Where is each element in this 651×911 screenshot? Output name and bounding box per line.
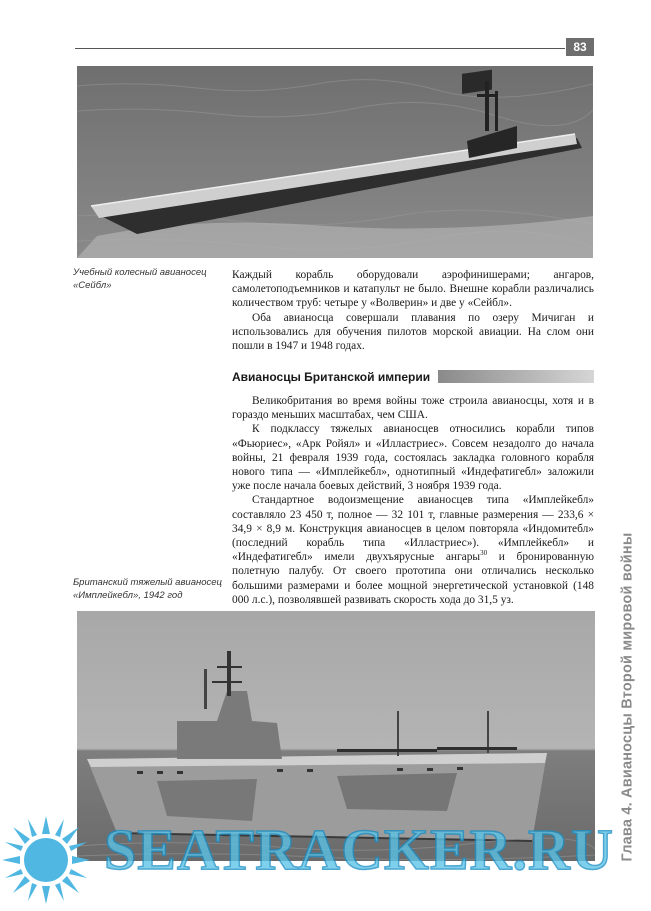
caption-photo2-line2: «Имплейкебл», 1942 год xyxy=(73,590,183,601)
paragraph-britain-intro: Великобритания во время войны тоже строила авианосцы, хотя и в гораздо меньших масштабах, чем США. xyxy=(232,395,594,422)
text-column-top xyxy=(232,268,594,353)
photo-sable-carrier xyxy=(77,66,593,258)
caption-photo1-line2: «Сейбл» xyxy=(73,280,112,291)
specs-text-a: Стандартное водоизмещение авианосцев типа «Имплейкебл» составляло 23 450 т, полное — 32 101 т, главные размерения — 233,6 × 34,9 × 8,9 м. Конструкция авианосцев в целом повторяла «Индомитебл» (последний корабль типа «Илластриес»). «Имплейкебл» и «Индефатигебл» имели двухъярусные ангары xyxy=(232,494,594,564)
page-number: 83 xyxy=(566,38,594,56)
specs-text-b: и бронированную полетную палубу. От своего прототипа они отличались несколько большими размерами и более мощной энергетической установкой (148 000 л.с.), позволявшей развивать скорость хода до 31,5 уз. xyxy=(232,551,594,606)
chapter-title-text: Глава 4. Авианосцы Второй мировой войны xyxy=(619,532,635,862)
watermark-text: SEATRACKER.RU xyxy=(104,817,614,882)
paragraph-lake-michigan: Оба авианосца совершали плавания по озеру Мичиган и использовались для обучения пилотов морской авиации. На слом они пошли в 1947 и 1948 годах. xyxy=(232,311,594,353)
heading-bar xyxy=(438,370,594,383)
caption-photo1 xyxy=(73,266,223,292)
section-heading-text: Авианосцы Британской империи xyxy=(232,369,431,384)
header-rule xyxy=(75,48,565,49)
caption-photo2 xyxy=(73,576,223,602)
paragraph-heavy-carriers: К подклассу тяжелых авианосцев относились корабли типов «Фьюриес», «Арк Ройял» и «Илластриес». Совсем незадолго до начала войны, 21 февраля 1939 года, состоялась закладка головного корабля нового типа — «Имплейкебл», однотипный «Индефатигебл» заложили уже после начала боевых действий, 3 ноября 1939 года. xyxy=(232,423,594,493)
footnote-ref: 30 xyxy=(480,549,488,558)
paragraph-arresting-gear: Каждый корабль оборудовали аэрофинишерами; ангаров, самолетоподъемников и катапульт не было. Внешне корабли различались количеством труб: четыре у «Волверин» и две у «Сейбл». xyxy=(232,269,594,310)
paragraph-implacable-specs xyxy=(232,493,594,607)
caption-photo2-line1: Британский тяжелый авианосец xyxy=(73,577,222,588)
caption-photo1-line1: Учебный колесный авианосец xyxy=(73,267,207,278)
text-column-main xyxy=(232,394,594,607)
section-heading xyxy=(232,368,594,385)
